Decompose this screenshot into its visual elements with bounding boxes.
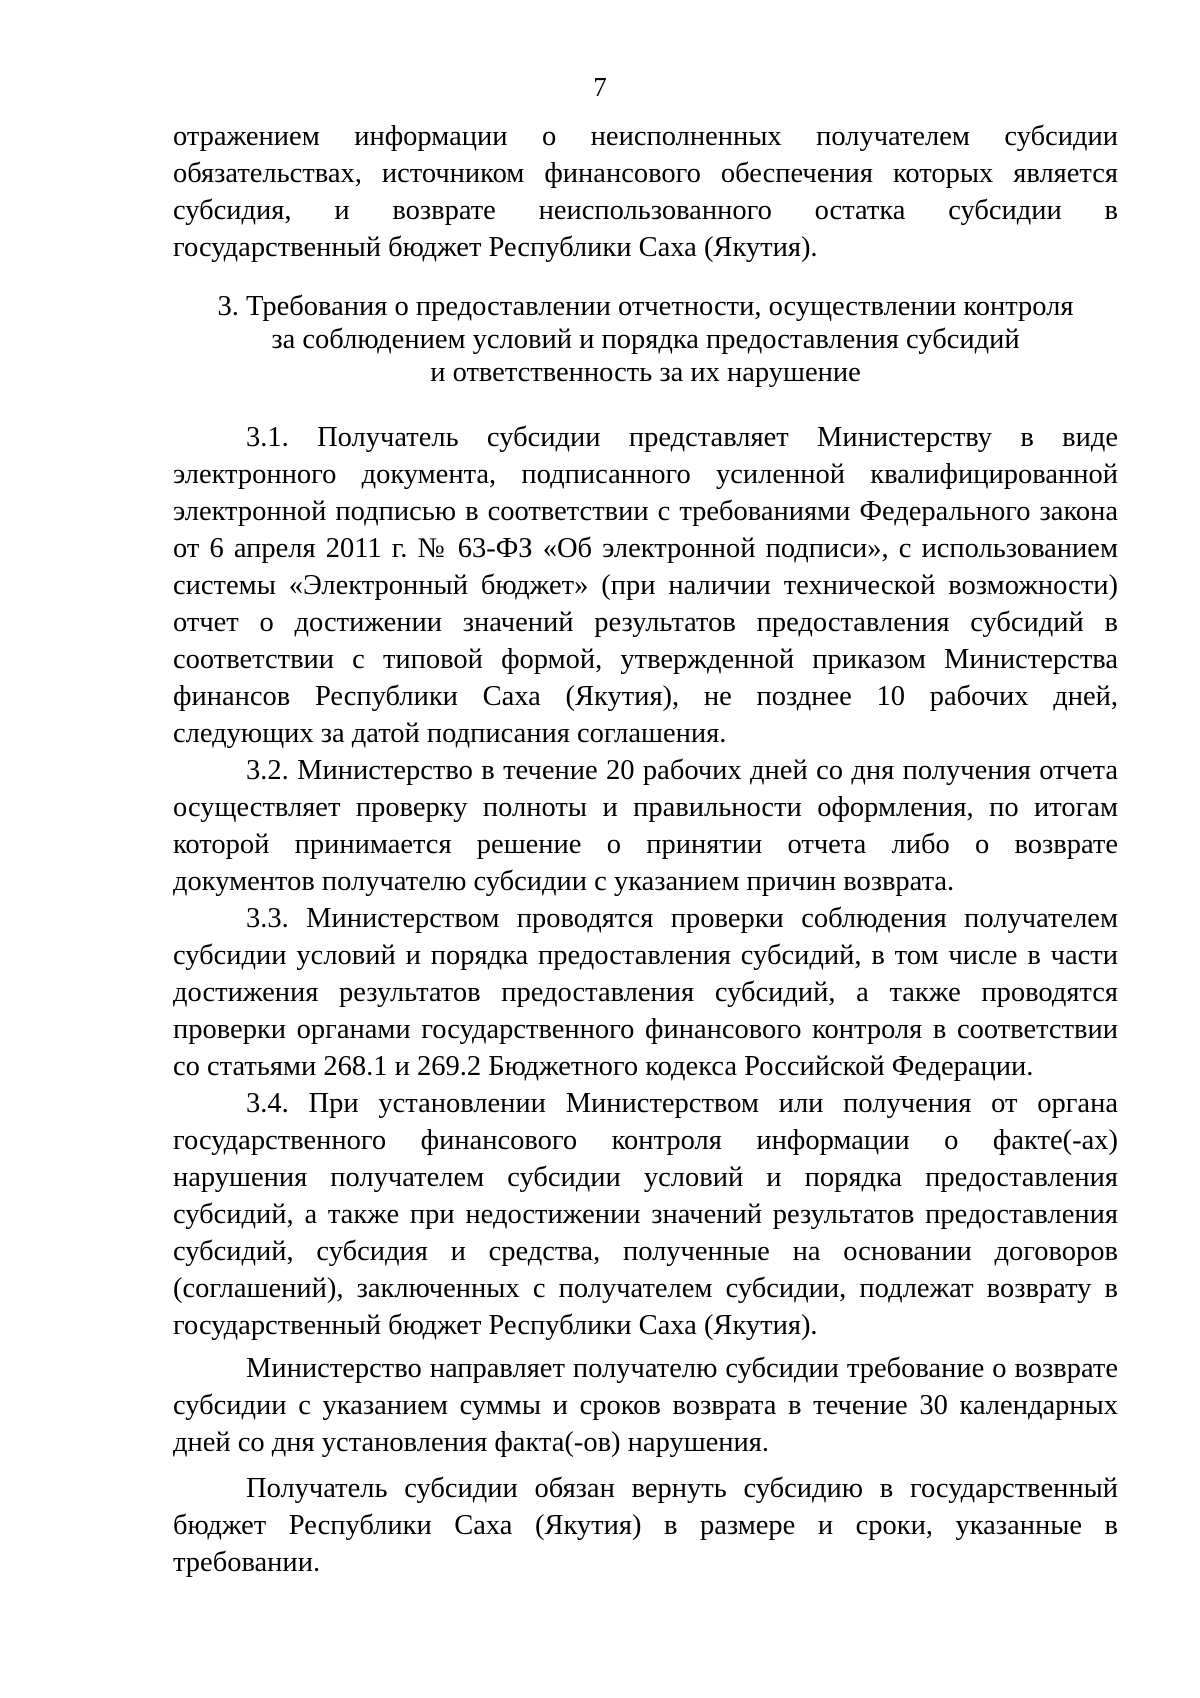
- page-number: 7: [593, 72, 607, 102]
- section-heading-line: 3. Требования о предоставлении отчетности, осуществлении контроля: [217, 291, 1074, 322]
- intro-paragraph: отражением информации о неисполненных получателем субсидии обязательствах, источником финансового обеспечения которых является субсидия, и возврате неиспользованного остатка субсидии в государственный бюджет Республики Саха (Якутия).: [173, 121, 1118, 263]
- paragraph-recipient-obligation: Получатель субсидии обязан вернуть субсидию в государственный бюджет Республики Саха (Якутия) в размере и сроки, указанные в требовании.: [173, 1473, 1118, 1578]
- section-heading-line: за соблюдением условий и порядка предоставления субсидий: [271, 324, 1020, 355]
- paragraph-3-2: 3.2. Министерство в течение 20 рабочих дней со дня получения отчета осуществляет проверку полноты и правильности оформления, по итогам которой принимается решение о принятии отчета либо о возврате документов получателю субсидии с указанием причин возврата.: [173, 755, 1118, 897]
- paragraph-ministry-requirement: Министерство направляет получателю субсидии требование о возврате субсидии с указанием суммы и сроков возврата в течение 30 календарных дней со дня установления факта(-ов) нарушения.: [173, 1353, 1118, 1458]
- section-heading-line: и ответственность за их нарушение: [430, 357, 861, 388]
- document-body: [173, 118, 1118, 1581]
- paragraph-3-4: 3.4. При установлении Министерством или получения от органа государственного финансового контроля информации о факте(-ах) нарушения получателем субсидии условий и порядка предоставления субсидий, а также при недостижении значений результатов предоставления субсидий, субсидия и средства, полученные на основании договоров (соглашений), заключенных с получателем субсидии, подлежат возврату в государственный бюджет Республики Саха (Якутия).: [173, 1088, 1118, 1341]
- section-heading: [173, 290, 1118, 389]
- paragraph-3-3: 3.3. Министерством проводятся проверки соблюдения получателем субсидии условий и порядка предоставления субсидий, в том числе в части достижения результатов предоставления субсидий, а также проводятся проверки органами государственного финансового контроля в соответствии со статьями 268.1 и 269.2 Бюджетного кодекса Российской Федерации.: [173, 903, 1118, 1082]
- paragraph-3-1: 3.1. Получатель субсидии представляет Министерству в виде электронного документа, подписанного усиленной квалифицированной электронной подписью в соответствии с требованиями Федерального закона от 6 апреля 2011 г. № 63-ФЗ «Об электронной подписи», с использованием системы «Электронный бюджет» (при наличии технической возможности) отчет о достижении значений результатов предоставления субсидий в соответствии с типовой формой, утвержденной приказом Министерства финансов Республики Саха (Якутия), не позднее 10 рабочих дней, следующих за датой подписания соглашения.: [173, 422, 1118, 749]
